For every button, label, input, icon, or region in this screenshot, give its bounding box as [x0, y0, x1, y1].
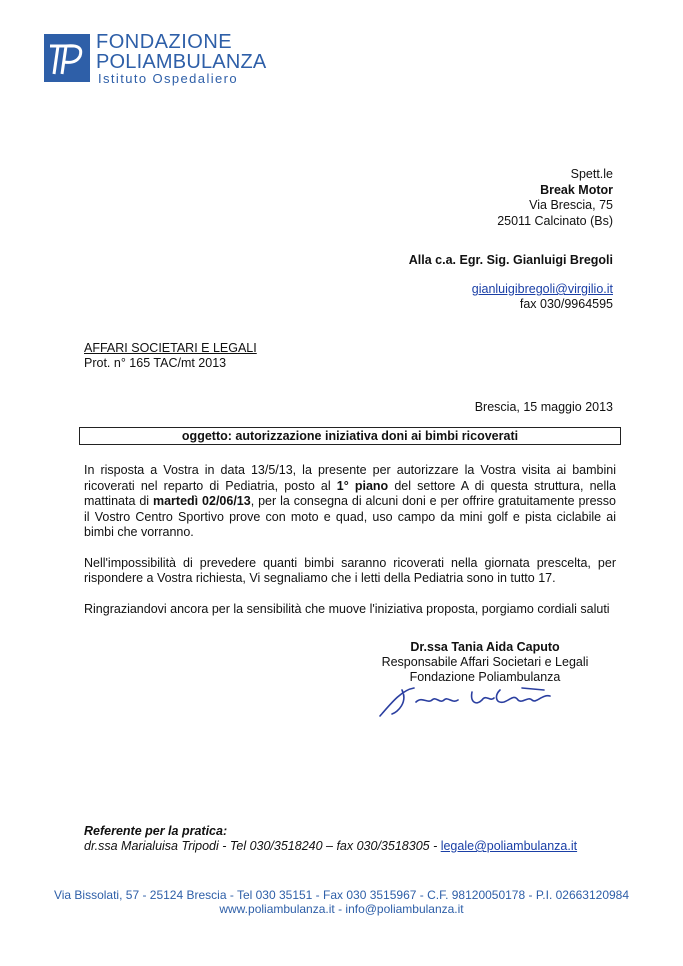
reference-label: Referente per la pratica: — [84, 824, 228, 838]
recipient-city: 25011 Calcinato (Bs) — [497, 213, 613, 228]
recipient-email-link[interactable]: gianluigibregoli@virgilio.it — [471, 282, 613, 296]
recipient-salutation: Spett.le — [570, 167, 613, 181]
paragraph-3: Ringraziandovi ancora per la sensibilità che muove l'iniziativa proposta, porgiamo cordiali saluti — [84, 601, 610, 616]
logo-line-3: Istituto Ospedaliero — [98, 71, 239, 86]
signatory-org: Fondazione Poliambulanza — [409, 670, 561, 684]
subject-box: oggetto: autorizzazione iniziativa doni ai bimbi ricoverati — [79, 427, 621, 445]
reference-block — [84, 824, 577, 854]
signatory-role: Responsabile Affari Societari e Legali — [381, 655, 589, 669]
footer-address: Via Bissolati, 57 - 25124 Brescia - Tel 030 35151 - Fax 030 3515967 - C.F. 98120050178 - P.I. 02663120984 — [53, 888, 630, 902]
recipient-block — [497, 167, 613, 229]
attention-line: Alla c.a. Egr. Sig. Gianluigi Bregoli — [408, 253, 613, 267]
reference-email-link[interactable]: legale@poliambulanza.it — [440, 839, 578, 853]
paragraph-2: Nell'impossibilità di prevedere quanti bimbi saranno ricoverati nella giornata prescelta, per rispondere a Vostra richiesta, Vi segnaliamo che i letti della Pediatria sono in tutto 17. — [84, 555, 616, 585]
logo-line-1: FONDAZIONE — [96, 31, 233, 53]
logo-icon — [44, 34, 90, 82]
signature-block — [360, 640, 610, 685]
logo-line-2: POLIAMBULANZA — [96, 51, 267, 73]
reference-details: dr.ssa Marialuisa Tripodi - Tel 030/3518240 – fax 030/3518305 - — [84, 839, 441, 853]
department-block — [84, 341, 257, 371]
recipient-company: Break Motor — [540, 182, 613, 197]
letter-body — [84, 463, 616, 632]
footer-web: www.poliambulanza.it - info@poliambulanza.it — [219, 902, 464, 916]
protocol-number: Prot. n° 165 TAC/mt 2013 — [84, 356, 227, 370]
handwritten-signature — [372, 682, 572, 722]
recipient-street: Via Brescia, 75 — [529, 198, 613, 212]
footer — [0, 888, 683, 916]
recipient-fax: fax 030/9964595 — [519, 297, 613, 311]
paragraph-1: In risposta a Vostra in data 13/5/13, la presente per autorizzare la Vostra visita ai bambini ricoverati nel reparto di Pediatria, posto al 1° piano del settore A di questa struttura, nella mattinata di martedì 02/06/13, per la consegna di alcuni doni e per offrire gratuitamente presso il Vostro Centro Sportivo prove con moto e quad, uso campo da mini golf e pista ciclabile ai bimbi che vorranno. — [84, 463, 616, 539]
department-name: AFFARI SOCIETARI E LEGALI — [84, 341, 257, 355]
contact-block — [472, 282, 613, 312]
signatory-name: Dr.ssa Tania Aida Caputo — [410, 640, 560, 654]
letter-date: Brescia, 15 maggio 2013 — [474, 400, 613, 414]
